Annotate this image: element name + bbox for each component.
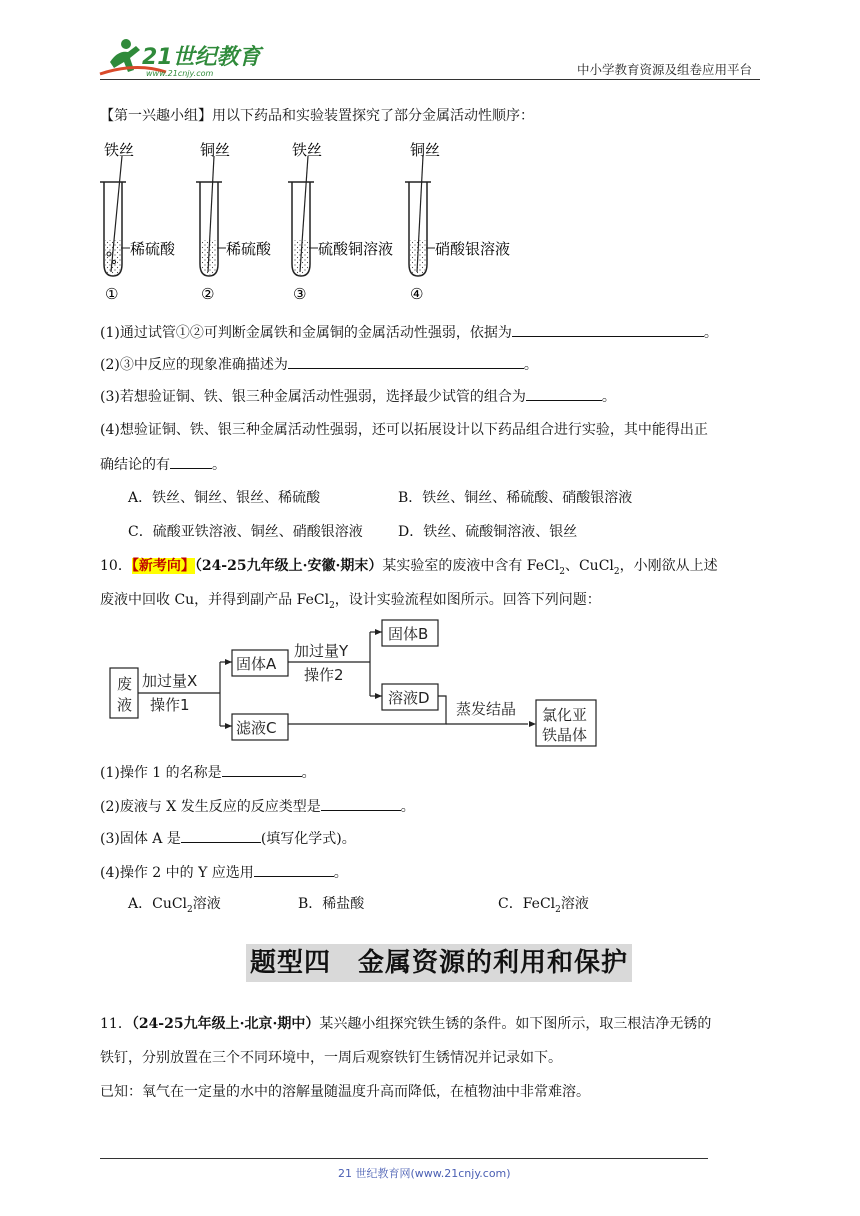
test-tube-diagram [96, 136, 536, 306]
test-tube-3 [288, 141, 393, 303]
svg-text:加过量X: 加过量X [142, 672, 198, 690]
svg-text:溶液D: 溶液D [388, 689, 430, 707]
svg-text:铜丝: 铜丝 [410, 141, 441, 159]
footer-text: 21 世纪教育网(www.21cnjy.com) [338, 1167, 511, 1180]
svg-text:液: 液 [117, 696, 133, 714]
answer-blank[interactable] [321, 796, 401, 811]
header-platform-text: 中小学教育资源及组卷应用平台 [576, 62, 752, 77]
q9-option-d: D．铁丝、硫酸铜溶液、银丝 [398, 524, 578, 540]
svg-text:硫酸铜溶液: 硫酸铜溶液 [318, 240, 394, 258]
footer-divider [100, 1158, 708, 1159]
svg-text:稀硫酸: 稀硫酸 [226, 240, 272, 258]
new-direction-tag: 【新考向】 [131, 558, 195, 574]
q9-sub4-line1: (4)想验证铜、铁、银三种金属活动性强弱，还可以拓展设计以下药品组合进行实验，其中能得出正 [100, 422, 708, 438]
svg-text:滤液C: 滤液C [236, 719, 277, 737]
q10-sub4: (4)操作 2 中的 Y 应选用 。 [100, 862, 348, 883]
q10-option-b: B．稀盐酸 [298, 896, 365, 912]
test-tube-2 [196, 141, 272, 303]
q9-option-b: B．铁丝、铜丝、稀硫酸、硝酸银溶液 [398, 490, 633, 506]
svg-text:硝酸银溶液: 硝酸银溶液 [435, 240, 511, 258]
q10-sub2: (2)废液与 X 发生反应的反应类型是 。 [100, 796, 415, 817]
q9-intro: 【第一兴趣小组】用以下药品和实验装置探究了部分金属活动性顺序： [100, 108, 534, 124]
q10-sub3: (3)固体 A 是 (填写化学式)。 [100, 828, 356, 849]
test-tube-4 [405, 141, 510, 303]
q10-stem-line2: 废液中回收 Cu，并得到副产品 FeCl$_2$，设计实验流程如图所示。回答下列问题： [100, 592, 601, 611]
svg-text:加过量Y: 加过量Y [294, 642, 349, 660]
svg-text:废: 废 [117, 675, 133, 693]
svg-text:固体A: 固体A [236, 655, 277, 673]
svg-text:操作2: 操作2 [304, 666, 344, 684]
logo-url: www.21cnjy.com [146, 69, 214, 78]
q11-stem-line1: 11．（24-25九年级上·北京·期中）某兴趣小组探究铁生锈的条件。如下图所示，取三根洁净无锈的 [100, 1016, 712, 1032]
svg-text:①: ① [105, 285, 119, 303]
svg-text:稀硫酸: 稀硫酸 [130, 240, 176, 258]
svg-text:铁晶体: 铁晶体 [542, 726, 588, 744]
svg-text:铁丝: 铁丝 [104, 141, 135, 159]
svg-text:③: ③ [293, 285, 307, 303]
q10-option-c: C．FeCl$_2$溶液 [498, 896, 589, 915]
answer-blank[interactable] [170, 454, 212, 469]
answer-blank[interactable] [181, 828, 261, 843]
q9-option-a: A．铁丝、铜丝、银丝、稀硫酸 [128, 490, 321, 506]
svg-text:氯化亚: 氯化亚 [542, 706, 588, 724]
site-logo [96, 36, 266, 80]
svg-text:固体B: 固体B [388, 625, 429, 643]
q10-stem-line1: 10．【新考向】（24-25九年级上·安徽·期末）某实验室的废液中含有 FeCl$_2$、CuCl$_2$，小刚欲从上述 [100, 558, 718, 577]
q11-stem-line2: 铁钉，分别放置在三个不同环境中，一周后观察铁钉生锈情况并记录如下。 [100, 1050, 562, 1066]
svg-text:蒸发结晶: 蒸发结晶 [456, 700, 517, 718]
logo-text: 21世纪教育 [142, 45, 261, 70]
answer-blank[interactable] [288, 354, 524, 369]
header-divider [100, 79, 760, 80]
svg-text:操作1: 操作1 [150, 696, 190, 714]
svg-text:铜丝: 铜丝 [200, 141, 231, 159]
answer-blank[interactable] [512, 322, 704, 337]
q9-option-c: C．硫酸亚铁溶液、铜丝、硝酸银溶液 [128, 524, 363, 540]
process-flow-diagram [108, 614, 608, 750]
svg-text:②: ② [201, 285, 215, 303]
q9-sub1: (1)通过试管①②可判断金属铁和金属铜的金属活动性强弱，依据为 。 [100, 322, 718, 343]
q9-sub2: (2)③中反应的现象准确描述为 。 [100, 354, 538, 375]
q11-stem-line3: 已知：氧气在一定量的水中的溶解量随温度升高而降低，在植物油中非常难溶。 [100, 1084, 590, 1100]
svg-text:④: ④ [410, 285, 424, 303]
answer-blank[interactable] [222, 762, 302, 777]
test-tube-1 [100, 141, 176, 303]
answer-blank[interactable] [254, 862, 334, 877]
section-title: 题型四 金属资源的利用和保护 [246, 944, 632, 982]
q10-sub1: (1)操作 1 的名称是 。 [100, 762, 316, 783]
svg-text:铁丝: 铁丝 [292, 141, 323, 159]
answer-blank[interactable] [526, 386, 602, 401]
q10-option-a: A．CuCl$_2$溶液 [128, 896, 221, 915]
q9-sub3: (3)若想验证铜、铁、银三种金属活动性强弱，选择最少试管的组合为 。 [100, 386, 616, 407]
q9-sub4-line2: 确结论的有 。 [100, 454, 226, 475]
